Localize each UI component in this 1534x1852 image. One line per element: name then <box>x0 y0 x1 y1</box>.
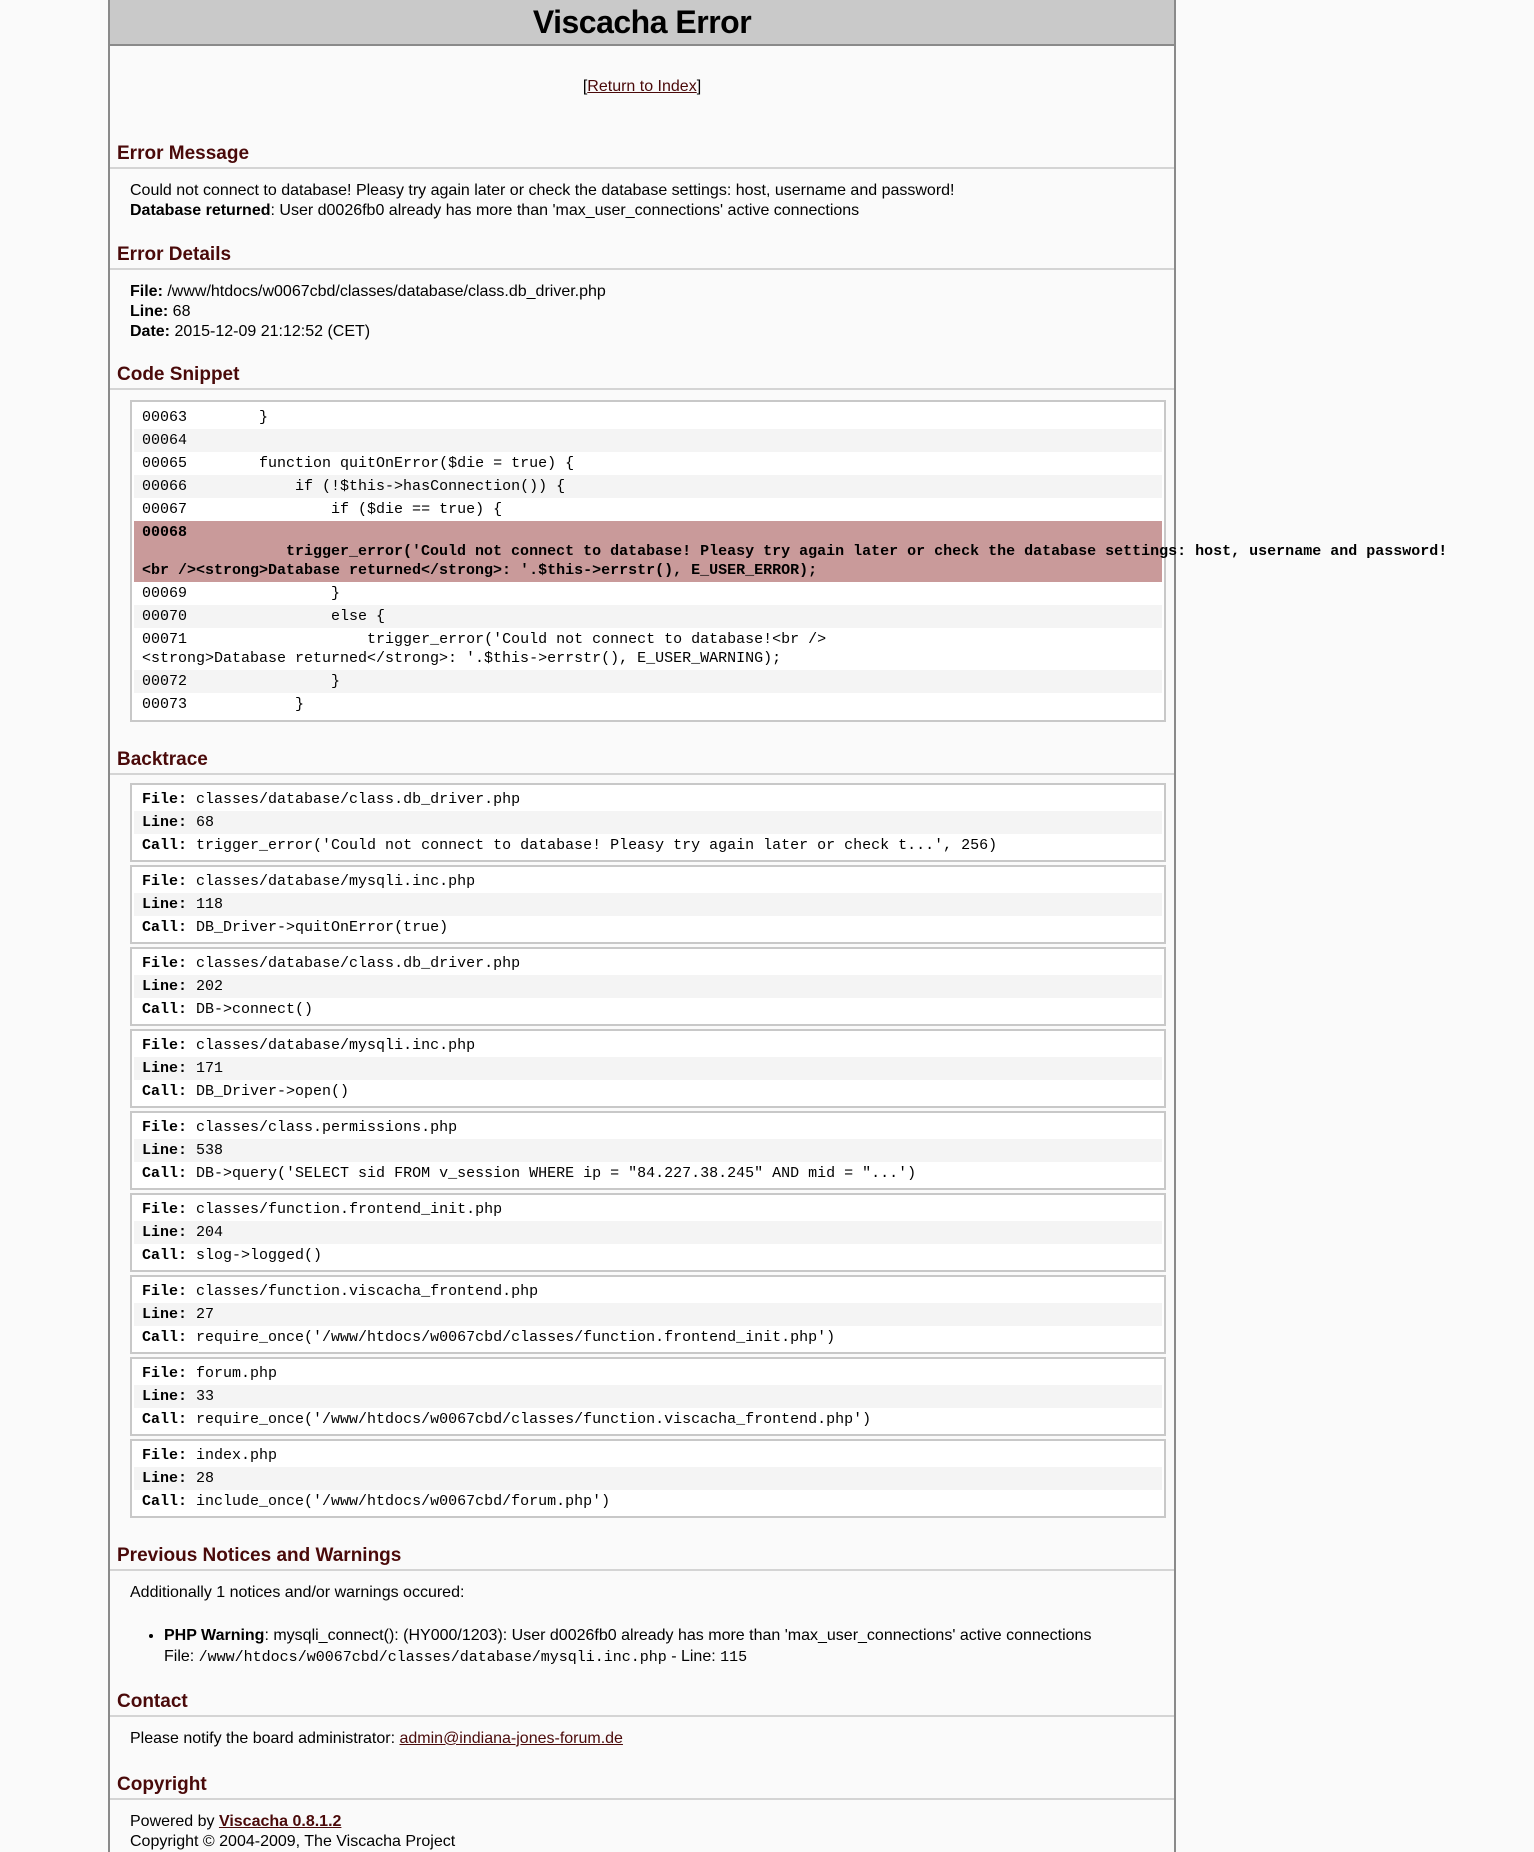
backtrace-line-value: 27 <box>196 1306 215 1323</box>
error-message-section <box>110 142 1174 221</box>
backtrace-call-value: include_once('/www/htdocs/w0067cbd/forum.php') <box>196 1493 611 1510</box>
code-line-text: if (!$this->hasConnection()) { <box>223 478 566 495</box>
backtrace-frame <box>130 947 1166 1026</box>
backtrace-file-label: File: <box>142 1201 188 1218</box>
backtrace-line-value: 28 <box>196 1470 215 1487</box>
backtrace-call-label: Call: <box>142 837 188 854</box>
code-line <box>134 628 1162 670</box>
notice-file-label: File: <box>164 1648 199 1665</box>
backtrace-call <box>134 916 1162 939</box>
code-line-number: 00068 <box>142 524 188 541</box>
backtrace-frame <box>130 783 1166 862</box>
code-snippet-box <box>130 400 1448 722</box>
backtrace-call <box>134 998 1162 1021</box>
code-line <box>134 693 1162 716</box>
page-title: Viscacha Error <box>110 0 1174 46</box>
notice-line: 115 <box>720 1649 748 1666</box>
backtrace-file-value: index.php <box>196 1447 278 1464</box>
copyright-text: Copyright © 2004-2009, The Viscacha Project <box>130 1833 456 1850</box>
backtrace-file-label: File: <box>142 1365 188 1382</box>
backtrace-call-value: DB_Driver->open() <box>196 1083 350 1100</box>
backtrace-call-value: require_once('/www/htdocs/w0067cbd/classes/function.viscacha_frontend.php') <box>196 1411 872 1428</box>
backtrace-line <box>134 1303 1162 1326</box>
backtrace-call-label: Call: <box>142 1165 188 1182</box>
detail-line-label: Line: <box>130 303 169 320</box>
backtrace-file <box>134 1444 1162 1467</box>
backtrace-call-label: Call: <box>142 1329 188 1346</box>
backtrace-file-value: classes/database/mysqli.inc.php <box>196 873 476 890</box>
backtrace-frame <box>130 1439 1166 1518</box>
backtrace-file-value: classes/database/mysqli.inc.php <box>196 1037 476 1054</box>
backtrace-call <box>134 1162 1162 1185</box>
code-line-number: 00070 <box>142 608 188 625</box>
backtrace-list <box>110 783 1174 1518</box>
backtrace-call-value: DB->query('SELECT sid FROM v_session WHERE ip = "84.227.38.245" AND mid = "...') <box>196 1165 917 1182</box>
backtrace-file-value: forum.php <box>196 1365 278 1382</box>
backtrace-line-label: Line: <box>142 1470 188 1487</box>
code-line-text: else { <box>223 608 386 625</box>
contact-text: Please notify the board administrator: <box>130 1730 400 1747</box>
code-line-text: function quitOnError($die = true) { <box>223 455 575 472</box>
backtrace-line-value: 33 <box>196 1388 215 1405</box>
backtrace-line-value: 538 <box>196 1142 224 1159</box>
backtrace-line <box>134 1057 1162 1080</box>
backtrace-heading: Backtrace <box>110 748 1174 775</box>
backtrace-line-value: 171 <box>196 1060 224 1077</box>
detail-date-label: Date: <box>130 323 171 340</box>
notices-list <box>130 1625 1154 1668</box>
detail-file-label: File: <box>130 283 163 300</box>
code-line-text: } <box>223 673 341 690</box>
backtrace-call <box>134 1326 1162 1349</box>
backtrace-call-label: Call: <box>142 919 188 936</box>
backtrace-call <box>134 1080 1162 1103</box>
notice-item <box>164 1625 1154 1668</box>
code-line-number: 00069 <box>142 585 188 602</box>
notices-intro: Additionally 1 notices and/or warnings occured: <box>130 1584 465 1601</box>
code-line <box>134 406 1162 429</box>
backtrace-file <box>134 1116 1162 1139</box>
backtrace-call-label: Call: <box>142 1083 188 1100</box>
backtrace-line-value: 68 <box>196 814 215 831</box>
powered-by-text: Powered by <box>130 1813 219 1830</box>
backtrace-file <box>134 1280 1162 1303</box>
detail-date <box>130 322 1154 342</box>
backtrace-line-label: Line: <box>142 1142 188 1159</box>
database-returned-value: : User d0026fb0 already has more than 'max_user_connections' active connections <box>270 202 860 219</box>
backtrace-call-value: DB->connect() <box>196 1001 314 1018</box>
notice-file: /www/htdocs/w0067cbd/classes/database/mysqli.inc.php <box>198 1649 667 1666</box>
detail-date-value: 2015-12-09 21:12:52 (CET) <box>170 323 371 340</box>
backtrace-file <box>134 952 1162 975</box>
backtrace-line <box>134 1221 1162 1244</box>
backtrace-line <box>134 893 1162 916</box>
viscacha-product-link[interactable]: Viscacha 0.8.1.2 <box>218 1813 342 1830</box>
code-line-continuation: <strong>Database returned</strong>: '.$this->errstr(), E_USER_WARNING); <box>142 650 782 667</box>
backtrace-file <box>134 1362 1162 1385</box>
backtrace-line-value: 118 <box>196 896 224 913</box>
detail-line <box>130 302 1154 322</box>
backtrace-line-label: Line: <box>142 814 188 831</box>
copyright-heading: Copyright <box>110 1773 1174 1800</box>
detail-file-value: /www/htdocs/w0067cbd/classes/database/class.db_driver.php <box>162 283 606 300</box>
code-line-number: 00067 <box>142 501 188 518</box>
backtrace-file <box>134 870 1162 893</box>
backtrace-call <box>134 1408 1162 1431</box>
code-line <box>134 452 1162 475</box>
code-line-text: trigger_error('Could not connect to database! Pleasy try again later or check the database settings: host, username and password! <box>142 543 1448 560</box>
backtrace-line <box>134 1139 1162 1162</box>
backtrace-line-label: Line: <box>142 1060 188 1077</box>
backtrace-file-label: File: <box>142 1447 188 1464</box>
notice-type: PHP Warning <box>164 1627 265 1644</box>
code-line-text: } <box>223 585 341 602</box>
notices-section <box>110 1544 1174 1668</box>
admin-email-link[interactable]: admin@indiana-jones-forum.de <box>399 1730 623 1747</box>
code-line-number: 00073 <box>142 696 188 713</box>
code-line-text: trigger_error('Could not connect to database!<br /> <box>223 631 827 648</box>
notices-heading: Previous Notices and Warnings <box>110 1544 1174 1571</box>
backtrace-line-value: 204 <box>196 1224 224 1241</box>
backtrace-file-value: classes/function.viscacha_frontend.php <box>196 1283 539 1300</box>
backtrace-file <box>134 788 1162 811</box>
code-line-number: 00065 <box>142 455 188 472</box>
backtrace-file-label: File: <box>142 1037 188 1054</box>
backtrace-frame <box>130 1275 1166 1354</box>
code-line <box>134 498 1162 521</box>
backtrace-call-value: DB_Driver->quitOnError(true) <box>196 919 449 936</box>
backtrace-file-value: classes/database/class.db_driver.php <box>196 955 521 972</box>
backtrace-call-label: Call: <box>142 1411 188 1428</box>
bracket-close: ] <box>696 78 702 95</box>
notice-message: : mysqli_connect(): (HY000/1203): User d0026fb0 already has more than 'max_user_connections' active connections <box>264 1627 1092 1644</box>
backtrace-line-label: Line: <box>142 1224 188 1241</box>
error-details-heading: Error Details <box>110 243 1174 270</box>
code-line-number: 00071 <box>142 631 188 648</box>
code-line-continuation: <br /><strong>Database returned</strong>: '.$this->errstr(), E_USER_ERROR); <box>142 562 818 579</box>
backtrace-call <box>134 834 1162 857</box>
code-line-text: } <box>223 409 269 426</box>
code-snippet-heading: Code Snippet <box>110 363 1174 390</box>
backtrace-call-value: slog->logged() <box>196 1247 323 1264</box>
code-line <box>134 605 1162 628</box>
contact-section <box>110 1690 1174 1749</box>
backtrace-file <box>134 1034 1162 1057</box>
return-to-index-link[interactable]: Return to Index <box>587 78 697 95</box>
backtrace-frame <box>130 1111 1166 1190</box>
backtrace-line <box>134 811 1162 834</box>
powered-by <box>130 1812 1154 1832</box>
code-line-number: 00072 <box>142 673 188 690</box>
backtrace-line <box>134 1385 1162 1408</box>
backtrace-call-label: Call: <box>142 1247 188 1264</box>
backtrace-frame <box>130 865 1166 944</box>
backtrace-line-label: Line: <box>142 1306 188 1323</box>
backtrace-file-label: File: <box>142 1119 188 1136</box>
backtrace-line-value: 202 <box>196 978 224 995</box>
backtrace-frame <box>130 1357 1166 1436</box>
return-nav <box>110 46 1174 116</box>
backtrace-call-label: Call: <box>142 1001 188 1018</box>
backtrace-call <box>134 1490 1162 1513</box>
backtrace-frame <box>130 1193 1166 1272</box>
code-snippet-section <box>110 363 1448 722</box>
backtrace-file-label: File: <box>142 791 188 808</box>
detail-line-value: 68 <box>168 303 191 320</box>
backtrace-file <box>134 1198 1162 1221</box>
backtrace-file-label: File: <box>142 873 188 890</box>
copyright-section <box>110 1773 1174 1852</box>
backtrace-section <box>110 748 1174 1518</box>
code-line-text: if ($die == true) { <box>223 501 503 518</box>
error-page-container <box>108 0 1448 1852</box>
detail-file <box>130 282 1154 302</box>
code-line-number: 00066 <box>142 478 188 495</box>
notice-line-label: - Line: <box>666 1648 721 1665</box>
backtrace-line-label: Line: <box>142 978 188 995</box>
code-line-text: } <box>223 696 305 713</box>
backtrace-call <box>134 1244 1162 1267</box>
backtrace-line-label: Line: <box>142 896 188 913</box>
code-line-highlighted <box>134 521 1448 582</box>
error-message-text: Could not connect to database! Pleasy try again later or check the database settings: host, username and password! <box>130 182 955 199</box>
code-line-number: 00064 <box>142 432 188 449</box>
code-line <box>134 429 1162 452</box>
contact-heading: Contact <box>110 1690 1174 1717</box>
error-details-section <box>110 243 1174 342</box>
backtrace-call-label: Call: <box>142 1493 188 1510</box>
database-returned-label: Database returned <box>130 202 271 219</box>
backtrace-line <box>134 1467 1162 1490</box>
backtrace-frame <box>130 1029 1166 1108</box>
backtrace-call-value: require_once('/www/htdocs/w0067cbd/classes/function.frontend_init.php') <box>196 1329 836 1346</box>
backtrace-call-value: trigger_error('Could not connect to database! Pleasy try again later or check t...', 256) <box>196 837 998 854</box>
error-message-heading: Error Message <box>110 142 1174 169</box>
code-line <box>134 475 1162 498</box>
backtrace-file-label: File: <box>142 955 188 972</box>
backtrace-file-value: classes/function.frontend_init.php <box>196 1201 503 1218</box>
database-returned <box>130 201 1154 221</box>
bracket-open: [ <box>582 78 588 95</box>
backtrace-file-value: classes/class.permissions.php <box>196 1119 458 1136</box>
backtrace-line-label: Line: <box>142 1388 188 1405</box>
code-line <box>134 582 1162 605</box>
backtrace-file-label: File: <box>142 1283 188 1300</box>
backtrace-file-value: classes/database/class.db_driver.php <box>196 791 521 808</box>
backtrace-line <box>134 975 1162 998</box>
code-line-number: 00063 <box>142 409 188 426</box>
code-line <box>134 670 1162 693</box>
